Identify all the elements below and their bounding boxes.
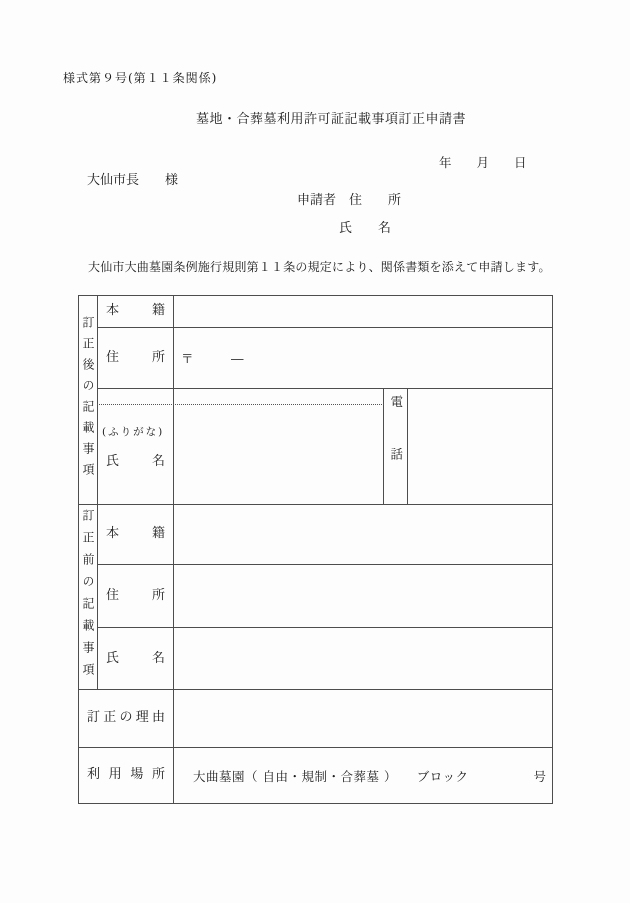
before-address-label-cell xyxy=(98,564,174,628)
before-domicile-input-cell xyxy=(174,505,553,565)
location-value-cell xyxy=(174,748,553,804)
declaration-sentence: 大仙市大曲墓園条例施行規則第１１条の規定により、関係書類を添えて申請します。 xyxy=(88,260,551,274)
reason-input-cell xyxy=(174,690,553,748)
correction-table-wrapper xyxy=(78,295,553,804)
table-row xyxy=(79,690,553,748)
reason-label: 訂正の理由 xyxy=(87,710,165,726)
correction-table xyxy=(78,295,553,804)
before-name-label: 氏名 xyxy=(106,650,165,666)
after-section-label: 訂正後の記載事項 xyxy=(81,315,95,484)
table-row xyxy=(79,505,553,565)
location-value: 大曲墓園（ 自由・規制・合葬墓 ） ブロック 号 xyxy=(193,768,547,784)
phone-input-cell xyxy=(408,389,553,505)
table-row xyxy=(79,748,553,804)
location-label-cell xyxy=(79,748,174,804)
before-name-label-cell xyxy=(98,628,174,690)
table-row xyxy=(79,564,553,628)
applicant-name-label: 氏 名 xyxy=(339,221,392,236)
after-name-label: 氏名 xyxy=(106,453,165,469)
before-domicile-label-cell xyxy=(98,505,174,565)
date-line: 年 月 日 xyxy=(439,155,527,170)
furigana-label: (ふりがな) xyxy=(102,426,165,439)
furigana-dotted-rule xyxy=(97,404,384,405)
before-name-input-cell xyxy=(174,628,553,690)
postal-mark: 〒 ― xyxy=(181,351,244,367)
phone-label: 電話 xyxy=(388,395,404,500)
before-section-label: 訂正前の記載事項 xyxy=(81,509,95,685)
before-address-input-cell xyxy=(174,564,553,628)
reason-label-cell xyxy=(79,690,174,748)
after-section-cell xyxy=(79,296,98,505)
after-domicile-input-cell xyxy=(174,296,553,328)
after-address-input-cell xyxy=(174,328,553,389)
applicant-address-label: 申請者 住 所 xyxy=(297,193,402,208)
table-row xyxy=(79,296,553,328)
phone-label-cell xyxy=(384,389,408,505)
before-domicile-label: 本籍 xyxy=(106,526,165,542)
page-title: 墓地・合葬墓利用許可証記載事項訂正申請書 xyxy=(196,112,467,127)
table-row xyxy=(79,328,553,389)
after-address-label: 住所 xyxy=(106,349,165,365)
after-domicile-label-cell xyxy=(98,296,174,328)
after-domicile-label: 本籍 xyxy=(106,303,165,319)
table-row xyxy=(79,389,553,505)
form-number: 様式第９号(第１１条関係) xyxy=(63,71,218,85)
before-address-label: 住所 xyxy=(106,587,165,603)
after-address-label-cell xyxy=(98,328,174,389)
after-name-input-cell xyxy=(174,389,384,505)
before-section-cell xyxy=(79,505,98,690)
location-label: 利用場所 xyxy=(87,767,165,783)
addressee-line: 大仙市長 様 xyxy=(87,173,179,188)
after-name-label-cell xyxy=(98,389,174,505)
table-row xyxy=(79,628,553,690)
